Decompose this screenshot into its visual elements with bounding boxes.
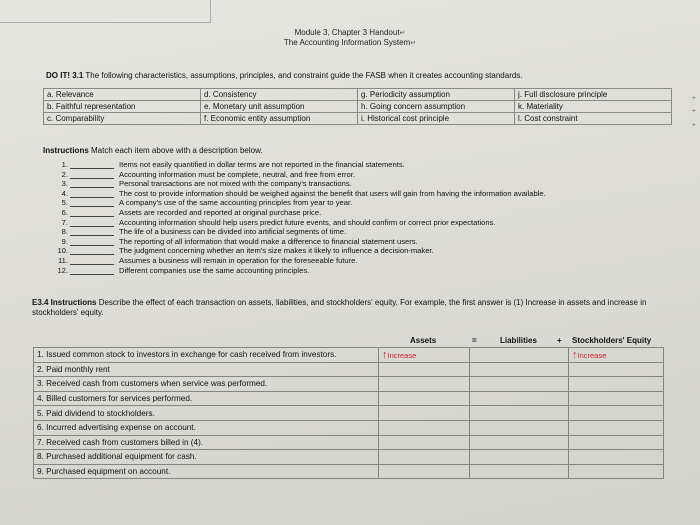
instructions-text: Match each item above with a description below.	[91, 146, 263, 155]
answer-blank[interactable]	[70, 190, 114, 198]
term-cell: l. Cost constraint	[515, 113, 672, 125]
equity-effect-cell[interactable]	[569, 464, 664, 479]
terms-row	[44, 89, 672, 101]
answer-blank[interactable]	[70, 257, 114, 265]
e34-label: E3.4 Instructions	[32, 298, 97, 307]
description-number: 4.	[61, 188, 68, 198]
transaction-row	[34, 464, 664, 479]
margin-mark: +	[691, 108, 696, 115]
description-number: 6.	[61, 207, 68, 217]
description-item	[56, 256, 546, 266]
transaction-text: 4. Billed customers for services performed.	[37, 394, 193, 404]
liabilities-effect-cell[interactable]	[470, 464, 569, 479]
transaction-text: 2. Paid monthly rent	[37, 364, 110, 374]
assets-effect-cell[interactable]	[379, 377, 470, 392]
equals-sign: =	[472, 336, 477, 345]
term-cell: d. Consistency	[201, 89, 358, 101]
description-number: 12.	[57, 265, 68, 275]
description-text: The life of a business can be divided into artificial segments of time.	[119, 227, 347, 237]
transaction-description	[34, 450, 379, 465]
description-item	[56, 227, 546, 237]
description-text: Accounting information should help users predict future events, and should confirm or correct prior expectations.	[119, 217, 496, 227]
liabilities-effect-cell[interactable]	[470, 435, 569, 450]
liabilities-effect-cell[interactable]	[470, 406, 569, 421]
liabilities-effect-cell[interactable]	[470, 362, 569, 377]
description-text: Accounting information must be complete, neutral, and free from error.	[119, 169, 355, 179]
liabilities-effect-cell[interactable]	[470, 348, 569, 363]
description-item	[56, 266, 546, 276]
assets-effect-cell[interactable]	[379, 348, 470, 363]
increase-label: Increase	[577, 350, 607, 360]
term-cell: i. Historical cost principle	[358, 113, 515, 125]
paragraph-mark-icon: ↵	[410, 40, 417, 47]
description-item	[56, 170, 546, 180]
description-text: The judgment concerning whether an item's size makes it likely to influence a decision-maker.	[119, 246, 434, 256]
instructions-label: Instructions	[43, 146, 89, 155]
liabilities-effect-cell[interactable]	[470, 391, 569, 406]
description-text: The reporting of all information that would make a difference to financial statement users.	[119, 236, 418, 246]
description-number: 10.	[57, 246, 68, 256]
margin-mark: +	[691, 122, 696, 129]
term-cell: j. Full disclosure principle	[515, 89, 672, 101]
term-cell: c. Comparability	[44, 113, 201, 125]
assets-effect-cell[interactable]	[379, 464, 470, 479]
equity-effect-cell[interactable]	[569, 450, 664, 465]
description-item	[56, 218, 546, 228]
transaction-description	[34, 420, 379, 435]
do-it-text: The following characteristics, assumptions, principles, and constraint guide the FASB when it creates accounting standards.	[85, 71, 523, 80]
description-item	[56, 189, 546, 199]
transaction-row	[34, 420, 664, 435]
transaction-description	[34, 464, 379, 479]
up-arrow-icon: ↑	[382, 348, 388, 361]
equity-effect-cell[interactable]	[569, 362, 664, 377]
description-item	[56, 208, 546, 218]
transactions-table	[33, 347, 664, 479]
description-text: Different companies use the same accounting principles.	[119, 265, 310, 275]
equity-effect-cell[interactable]	[569, 377, 664, 392]
liabilities-effect-cell[interactable]	[470, 377, 569, 392]
assets-effect-cell[interactable]	[379, 435, 470, 450]
transaction-row	[34, 406, 664, 421]
terms-row	[44, 101, 672, 113]
equity-effect-cell[interactable]	[569, 435, 664, 450]
transaction-text: 9. Purchased equipment on account.	[37, 467, 171, 477]
assets-effect-cell[interactable]	[379, 406, 470, 421]
transaction-text: 5. Paid dividend to stockholders.	[37, 408, 155, 418]
term-cell: b. Faithful representation	[44, 101, 201, 113]
answer-blank[interactable]	[70, 161, 114, 169]
equity-effect-cell[interactable]	[569, 420, 664, 435]
answer-blank[interactable]	[70, 209, 114, 217]
transaction-text: 6. Incurred advertising expense on account.	[37, 423, 196, 433]
up-arrow-icon: ↑	[572, 348, 578, 361]
answer-blank[interactable]	[70, 199, 114, 207]
transaction-description	[34, 377, 379, 392]
answer-blank[interactable]	[70, 238, 114, 246]
assets-effect-cell[interactable]	[379, 420, 470, 435]
description-item	[56, 179, 546, 189]
assets-effect-cell[interactable]	[379, 362, 470, 377]
term-cell: f. Economic entity assumption	[201, 113, 358, 125]
page-title: Module 3, Chapter 3 Handout↵	[294, 28, 406, 37]
description-number: 11.	[58, 255, 68, 265]
description-number: 7.	[61, 217, 68, 227]
description-item	[56, 198, 546, 208]
equity-header: Stockholders' Equity	[572, 336, 652, 345]
transaction-row	[34, 348, 664, 363]
description-text: Assumes a business will remain in operation for the foreseeable future.	[119, 255, 358, 265]
answer-blank[interactable]	[70, 247, 114, 255]
liabilities-effect-cell[interactable]	[470, 420, 569, 435]
transaction-text: 7. Received cash from customers billed in (4).	[37, 437, 204, 447]
assets-effect-cell[interactable]	[379, 450, 470, 465]
instructions-line	[43, 146, 263, 155]
term-cell: a. Relevance	[44, 89, 201, 101]
description-text: Items not easily quantified in dollar terms are not reported in the financial statements.	[119, 160, 405, 169]
do-it-label: DO IT! 3.1	[46, 71, 84, 80]
paragraph-mark-icon: ↵	[399, 30, 406, 37]
do-it-prompt	[46, 71, 523, 80]
increase-label: Increase	[387, 350, 417, 360]
page-subtitle: The Accounting Information System↵	[283, 38, 417, 47]
description-number: 2.	[61, 169, 68, 179]
liabilities-effect-cell[interactable]	[470, 450, 569, 465]
equity-effect-cell[interactable]	[569, 348, 664, 363]
assets-header: Assets	[410, 336, 437, 345]
answer-blank[interactable]	[70, 267, 114, 275]
e34-instructions	[32, 298, 672, 318]
transaction-description	[34, 406, 379, 421]
equity-effect-cell[interactable]	[569, 391, 664, 406]
transaction-description	[34, 435, 379, 450]
term-cell: g. Periodicity assumption	[358, 89, 515, 101]
answer-blank[interactable]	[70, 180, 114, 188]
transaction-row	[34, 391, 664, 406]
term-cell: h. Going concern assumption	[358, 101, 515, 113]
answer-blank[interactable]	[70, 228, 114, 236]
description-number: 5.	[61, 198, 68, 208]
answer-blank[interactable]	[70, 171, 114, 179]
transaction-description	[34, 362, 379, 377]
description-item	[56, 237, 546, 247]
transaction-text: 1. Issued common stock to investors in exchange for cash received from investors.	[37, 350, 337, 360]
description-text: Personal transactions are not mixed with the company's transactions.	[119, 179, 352, 189]
answer-blank[interactable]	[70, 219, 114, 227]
margin-mark: +	[691, 95, 696, 102]
term-cell: e. Monetary unit assumption	[201, 101, 358, 113]
description-text: Assets are recorded and reported at original purchase price.	[119, 207, 322, 217]
terms-row	[44, 113, 672, 125]
description-text: The cost to provide information should be weighed against the benefit that users will gain from having the information available.	[119, 188, 546, 198]
transaction-row	[34, 450, 664, 465]
transaction-description	[34, 348, 379, 363]
plus-sign: +	[557, 336, 562, 345]
transaction-row	[34, 435, 664, 450]
description-number: 1.	[61, 160, 68, 169]
description-number: 9.	[61, 236, 68, 246]
description-text: A company's use of the same accounting principles from year to year.	[119, 198, 353, 208]
assets-effect-cell[interactable]	[379, 391, 470, 406]
liabilities-header: Liabilities	[500, 336, 537, 345]
description-item	[56, 160, 546, 170]
transaction-description	[34, 391, 379, 406]
page-corner	[0, 0, 211, 23]
description-number: 3.	[61, 179, 68, 189]
term-cell: k. Materiality	[515, 101, 672, 113]
transaction-row	[34, 377, 664, 392]
description-list	[56, 160, 546, 275]
transaction-row	[34, 362, 664, 377]
description-item	[56, 246, 546, 256]
terms-table	[43, 88, 672, 125]
equity-effect-cell[interactable]	[569, 406, 664, 421]
transaction-text: 3. Received cash from customers when service was performed.	[37, 379, 268, 389]
e34-text: Describe the effect of each transaction on assets, liabilities, and stockholders' equity. For example, the first answer is (1) Increase in assets and increase in stockholders' equity.	[32, 298, 647, 317]
description-number: 8.	[61, 227, 68, 237]
transaction-text: 8. Purchased additional equipment for cash.	[37, 452, 197, 462]
